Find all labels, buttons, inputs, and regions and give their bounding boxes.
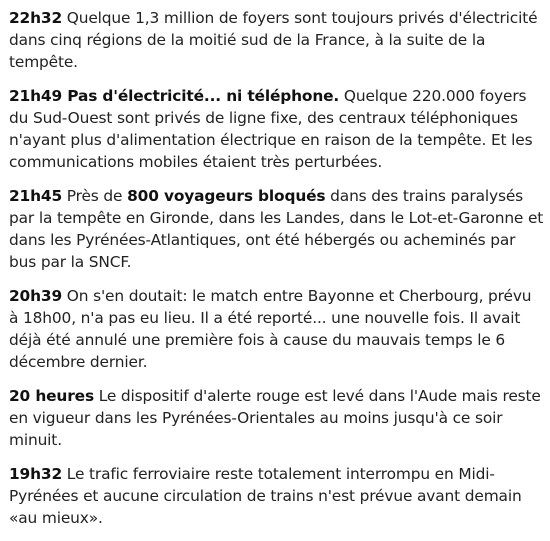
entry-highlight: 800 voyageurs bloqués (127, 187, 326, 205)
news-entry (9, 285, 545, 373)
entry-text: On s'en doutait: le match entre Bayonne et Cherbourg, prévu à 18h00, n'a pas eu lieu. Il a été reporté... une nouvelle fois. Il avait déjà été annulé une première fois à cause du mauvais temps le 6 décembre dernier. (9, 287, 532, 371)
news-entry (9, 185, 545, 273)
entry-text: Le dispositif d'alerte rouge est levé dans l'Aude mais reste en vigueur dans les Pyrénées-Orientales au moins jusqu'à ce soir minuit. (9, 387, 541, 449)
entry-time: 21h45 (9, 187, 63, 205)
entry-text: Quelque 1,3 million de foyers sont toujours privés d'électricité dans cinq régions de la moitié sud de la France, à la suite de la tempête. (9, 9, 538, 71)
entry-time: 20 heures (9, 387, 94, 405)
entry-time: 22h32 (9, 9, 63, 27)
entry-time: 20h39 (9, 287, 63, 305)
entry-text: dans des trains paralysés par la tempête en Gironde, dans les Landes, dans le Lot-et-Garonne et dans les Pyrénées-Atlantiques, ont été hébergés ou acheminés par bus par la SNCF. (9, 187, 544, 271)
entry-text: Près de (62, 187, 128, 205)
entry-time: 19h32 (9, 465, 63, 483)
entry-text: Quelque 220.000 foyers du Sud-Ouest sont privés de ligne fixe, des centraux téléphoniques n'ayant plus d'alimentation électrique en raison de la tempête. Et les communications mobiles étaient très perturbées. (9, 87, 533, 171)
entry-time: 21h49 (9, 87, 63, 105)
entry-headline: Pas d'électricité... ni téléphone. (62, 87, 340, 105)
news-entry (9, 385, 545, 451)
news-entry (9, 463, 545, 529)
news-entry (9, 7, 545, 73)
live-news-feed (9, 7, 545, 541)
news-entry (9, 85, 545, 173)
entry-text: Le trafic ferroviaire reste totalement interrompu en Midi-Pyrénées et aucune circulation de trains n'est prévue avant demain «au mieux». (9, 465, 522, 527)
